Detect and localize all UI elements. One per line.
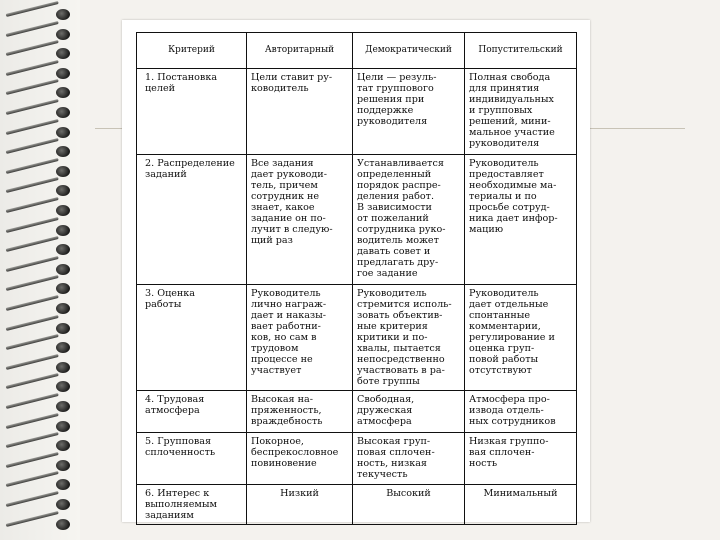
ring-hole bbox=[56, 381, 70, 392]
binding-ring bbox=[6, 459, 76, 473]
ring-wire bbox=[6, 315, 59, 331]
header-criterion: Критерий bbox=[137, 33, 247, 69]
ring-hole bbox=[56, 479, 70, 490]
table-row bbox=[137, 155, 577, 285]
binding-ring bbox=[6, 184, 76, 198]
binding-ring bbox=[6, 165, 76, 179]
ring-hole bbox=[56, 323, 70, 334]
ring-wire bbox=[6, 99, 59, 115]
democratic-cell: Руководитель стремится исполь- зовать объектив- ные критерия критики и по- хвалы, пытается непосредственно участвовать в ра- боте группы bbox=[353, 285, 465, 391]
ring-hole bbox=[56, 185, 70, 196]
binding-ring bbox=[6, 400, 76, 414]
binding-ring bbox=[6, 47, 76, 61]
binding-ring bbox=[6, 224, 76, 238]
ring-wire bbox=[6, 177, 59, 193]
ring-hole bbox=[56, 127, 70, 138]
binding-ring bbox=[6, 420, 76, 434]
table-row bbox=[137, 69, 577, 155]
ring-wire bbox=[6, 491, 59, 507]
binding-ring bbox=[6, 86, 76, 100]
binding-ring bbox=[6, 67, 76, 81]
ring-wire bbox=[6, 295, 59, 311]
ring-hole bbox=[56, 48, 70, 59]
binding-ring bbox=[6, 322, 76, 336]
ring-hole bbox=[56, 9, 70, 20]
ring-wire bbox=[6, 217, 59, 233]
binding-ring bbox=[6, 243, 76, 257]
democratic-cell: Высокая груп- повая сплочен- ность, низкая текучесть bbox=[353, 433, 465, 485]
binding-ring bbox=[6, 282, 76, 296]
criterion-cell: 4. Трудовая атмосфера bbox=[137, 391, 247, 433]
ring-wire bbox=[6, 393, 59, 409]
democratic-cell: Свободная, дружеская атмосфера bbox=[353, 391, 465, 433]
leadership-styles-table bbox=[136, 32, 577, 525]
ring-hole bbox=[56, 244, 70, 255]
authoritarian-cell: Все задания дает руководи- тель, причем сотрудник не знает, какое задание он по- лучит в следую- щий раз bbox=[247, 155, 353, 285]
table-row bbox=[137, 285, 577, 391]
binding-ring bbox=[6, 204, 76, 218]
header-row bbox=[137, 33, 577, 69]
ring-hole bbox=[56, 107, 70, 118]
binding-ring bbox=[6, 498, 76, 512]
criterion-cell: 1. Постановка целей bbox=[137, 69, 247, 155]
permissive-cell: Руководитель предоставляет необходимые ма- териалы и по просьбе сотруд- ника дает инфор- мацию bbox=[465, 155, 577, 285]
ring-wire bbox=[6, 471, 59, 487]
ring-wire bbox=[6, 236, 59, 252]
ring-hole bbox=[56, 303, 70, 314]
ring-hole bbox=[56, 68, 70, 79]
democratic-cell: Высокий bbox=[353, 485, 465, 525]
ring-wire bbox=[6, 334, 59, 350]
ring-wire bbox=[6, 119, 59, 135]
ring-hole bbox=[56, 401, 70, 412]
permissive-cell: Полная свобода для принятия индивидуальных и групповых решений, мини- мальное участие руководителя bbox=[465, 69, 577, 155]
table-row bbox=[137, 433, 577, 485]
ring-hole bbox=[56, 146, 70, 157]
header-permissive: Попустительский bbox=[465, 33, 577, 69]
ring-wire bbox=[6, 60, 59, 76]
ring-wire bbox=[6, 1, 59, 17]
binding-ring bbox=[6, 361, 76, 375]
permissive-cell: Руководитель дает отдельные спонтанные комментарии, регулирование и оценка груп- повой работы отсутствуют bbox=[465, 285, 577, 391]
ring-hole bbox=[56, 29, 70, 40]
binding-ring bbox=[6, 380, 76, 394]
ring-hole bbox=[56, 342, 70, 353]
ring-hole bbox=[56, 264, 70, 275]
table-row bbox=[137, 391, 577, 433]
binding-ring bbox=[6, 28, 76, 42]
ring-hole bbox=[56, 421, 70, 432]
table-row bbox=[137, 485, 577, 525]
ring-hole bbox=[56, 283, 70, 294]
authoritarian-cell: Цели ставит ру- ководитель bbox=[247, 69, 353, 155]
criterion-cell: 3. Оценка работы bbox=[137, 285, 247, 391]
binding-ring bbox=[6, 126, 76, 140]
header-democratic: Демократический bbox=[353, 33, 465, 69]
binding-ring bbox=[6, 8, 76, 22]
ring-hole bbox=[56, 519, 70, 530]
ring-wire bbox=[6, 275, 59, 291]
democratic-cell: Цели — резуль- тат группового решения при поддержке руководителя bbox=[353, 69, 465, 155]
criterion-cell: 2. Распределение заданий bbox=[137, 155, 247, 285]
authoritarian-cell: Высокая на- пряженность, враждебность bbox=[247, 391, 353, 433]
authoritarian-cell: Покорное, беспрекословное повиновение bbox=[247, 433, 353, 485]
authoritarian-cell: Руководитель лично награж- дает и наказы- вает работни- ков, но сам в трудовом процессе не участвует bbox=[247, 285, 353, 391]
binding-ring bbox=[6, 478, 76, 492]
binding-ring bbox=[6, 341, 76, 355]
criterion-cell: 5. Групповая сплоченность bbox=[137, 433, 247, 485]
ring-wire bbox=[6, 138, 59, 154]
permissive-cell: Низкая группо- вая сплочен- ность bbox=[465, 433, 577, 485]
ring-hole bbox=[56, 460, 70, 471]
ring-wire bbox=[6, 511, 59, 527]
permissive-cell: Атмосфера про- извода отдель- ных сотрудников bbox=[465, 391, 577, 433]
ring-hole bbox=[56, 499, 70, 510]
binding-ring bbox=[6, 439, 76, 453]
ring-hole bbox=[56, 440, 70, 451]
binding-ring bbox=[6, 263, 76, 277]
scanned-page bbox=[122, 20, 590, 522]
criterion-cell: 6. Интерес к выполняемым заданиям bbox=[137, 485, 247, 525]
ring-wire bbox=[6, 354, 59, 370]
ring-wire bbox=[6, 413, 59, 429]
binding-ring bbox=[6, 518, 76, 532]
ring-hole bbox=[56, 166, 70, 177]
ring-wire bbox=[6, 373, 59, 389]
permissive-cell: Минимальный bbox=[465, 485, 577, 525]
spiral-binding bbox=[0, 0, 80, 540]
ring-hole bbox=[56, 87, 70, 98]
ring-hole bbox=[56, 362, 70, 373]
binding-ring bbox=[6, 145, 76, 159]
ring-wire bbox=[6, 256, 59, 272]
ring-hole bbox=[56, 225, 70, 236]
binding-ring bbox=[6, 302, 76, 316]
ring-wire bbox=[6, 432, 59, 448]
ring-wire bbox=[6, 158, 59, 174]
ring-wire bbox=[6, 21, 59, 37]
header-authoritarian: Авторитарный bbox=[247, 33, 353, 69]
ring-wire bbox=[6, 40, 59, 56]
binding-ring bbox=[6, 106, 76, 120]
ring-wire bbox=[6, 79, 59, 95]
ring-wire bbox=[6, 197, 59, 213]
democratic-cell: Устанавливается определенный порядок распре- деления работ. В зависимости от пожеланий сотрудника руко- водитель может давать совет и предлагать дру- гое задание bbox=[353, 155, 465, 285]
ring-hole bbox=[56, 205, 70, 216]
authoritarian-cell: Низкий bbox=[247, 485, 353, 525]
ring-wire bbox=[6, 452, 59, 468]
